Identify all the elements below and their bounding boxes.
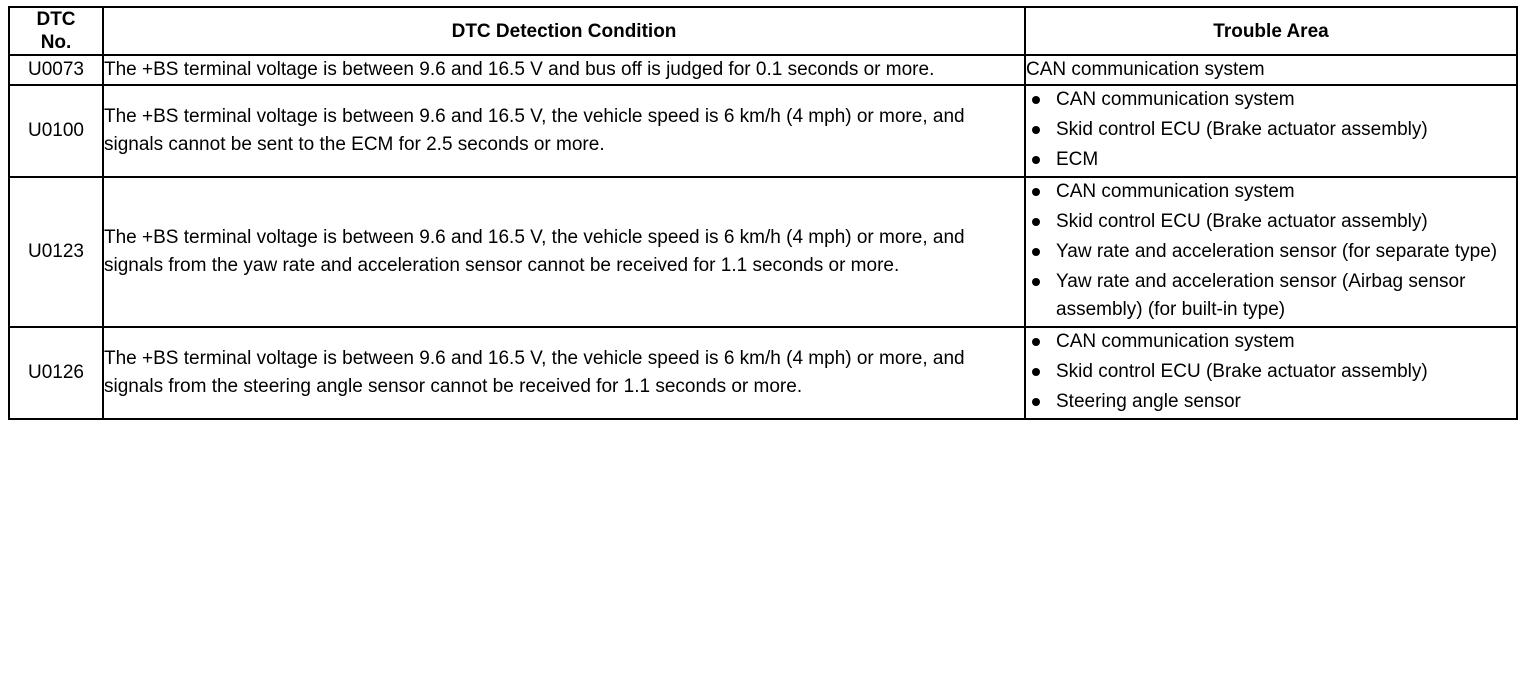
trouble-area-list <box>1026 328 1516 416</box>
bullet-icon <box>1032 156 1040 164</box>
dtc-table <box>8 6 1518 420</box>
list-item <box>1026 178 1516 206</box>
bullet-icon <box>1032 248 1040 256</box>
cell-trouble-area <box>1025 177 1517 327</box>
list-item <box>1026 388 1516 416</box>
bullet-icon <box>1032 96 1040 104</box>
document-page <box>0 6 1520 700</box>
list-item-label: Skid control ECU (Brake actuator assembly) <box>1056 119 1428 140</box>
bullet-icon <box>1032 368 1040 376</box>
cell-dtc-no: U0126 <box>9 327 103 419</box>
bullet-icon <box>1032 338 1040 346</box>
table-row <box>9 85 1517 177</box>
list-item <box>1026 146 1516 174</box>
cell-detection-condition: The +BS terminal voltage is between 9.6 and 16.5 V, the vehicle speed is 6 km/h (4 mph) or more, and signals cannot be sent to the ECM for 2.5 seconds or more. <box>103 85 1025 177</box>
list-item-label: Skid control ECU (Brake actuator assembly) <box>1056 211 1428 232</box>
table-row <box>9 327 1517 419</box>
list-item-label: Yaw rate and acceleration sensor (for separate type) <box>1056 241 1498 262</box>
table-header <box>9 7 1517 55</box>
list-item-label: Skid control ECU (Brake actuator assembly) <box>1056 361 1428 382</box>
header-dtc-no-line1: DTC <box>36 9 76 30</box>
cell-dtc-no: U0123 <box>9 177 103 327</box>
cell-trouble-area <box>1025 55 1517 85</box>
list-item <box>1026 86 1516 114</box>
header-dtc-no-line2: No. <box>40 32 72 53</box>
header-trouble-area: Trouble Area <box>1025 7 1517 55</box>
list-item <box>1026 238 1516 266</box>
table-row <box>9 55 1517 85</box>
list-item-label: Yaw rate and acceleration sensor (Airbag sensor assembly) (for built-in type) <box>1056 271 1466 320</box>
cell-detection-condition: The +BS terminal voltage is between 9.6 and 16.5 V, the vehicle speed is 6 km/h (4 mph) or more, and signals from the steering angle sensor cannot be received for 1.1 seconds or more. <box>103 327 1025 419</box>
header-detection-condition: DTC Detection Condition <box>103 7 1025 55</box>
cell-detection-condition: The +BS terminal voltage is between 9.6 and 16.5 V and bus off is judged for 0.1 seconds or more. <box>103 55 1025 85</box>
trouble-area-list <box>1026 178 1516 324</box>
cell-trouble-area <box>1025 327 1517 419</box>
list-item <box>1026 328 1516 356</box>
trouble-area-list <box>1026 86 1516 174</box>
list-item <box>1026 116 1516 144</box>
cell-trouble-area <box>1025 85 1517 177</box>
bullet-icon <box>1032 218 1040 226</box>
cell-dtc-no: U0100 <box>9 85 103 177</box>
bullet-icon <box>1032 398 1040 406</box>
list-item <box>1026 208 1516 236</box>
list-item <box>1026 268 1516 324</box>
list-item-label: CAN communication system <box>1056 181 1295 202</box>
list-item-label: ECM <box>1056 149 1099 170</box>
bullet-icon <box>1032 278 1040 286</box>
header-dtc-no <box>9 7 103 55</box>
list-item-label: CAN communication system <box>1056 331 1295 352</box>
table-body <box>9 55 1517 419</box>
bullet-icon <box>1032 126 1040 134</box>
bullet-icon <box>1032 188 1040 196</box>
trouble-area-text: CAN communication system <box>1026 59 1265 80</box>
table-row <box>9 177 1517 327</box>
cell-dtc-no: U0073 <box>9 55 103 85</box>
list-item-label: Steering angle sensor <box>1056 391 1241 412</box>
list-item-label: CAN communication system <box>1056 89 1295 110</box>
list-item <box>1026 358 1516 386</box>
header-row <box>9 7 1517 55</box>
cell-detection-condition: The +BS terminal voltage is between 9.6 and 16.5 V, the vehicle speed is 6 km/h (4 mph) or more, and signals from the yaw rate and acceleration sensor cannot be received for 1.1 seconds or more. <box>103 177 1025 327</box>
